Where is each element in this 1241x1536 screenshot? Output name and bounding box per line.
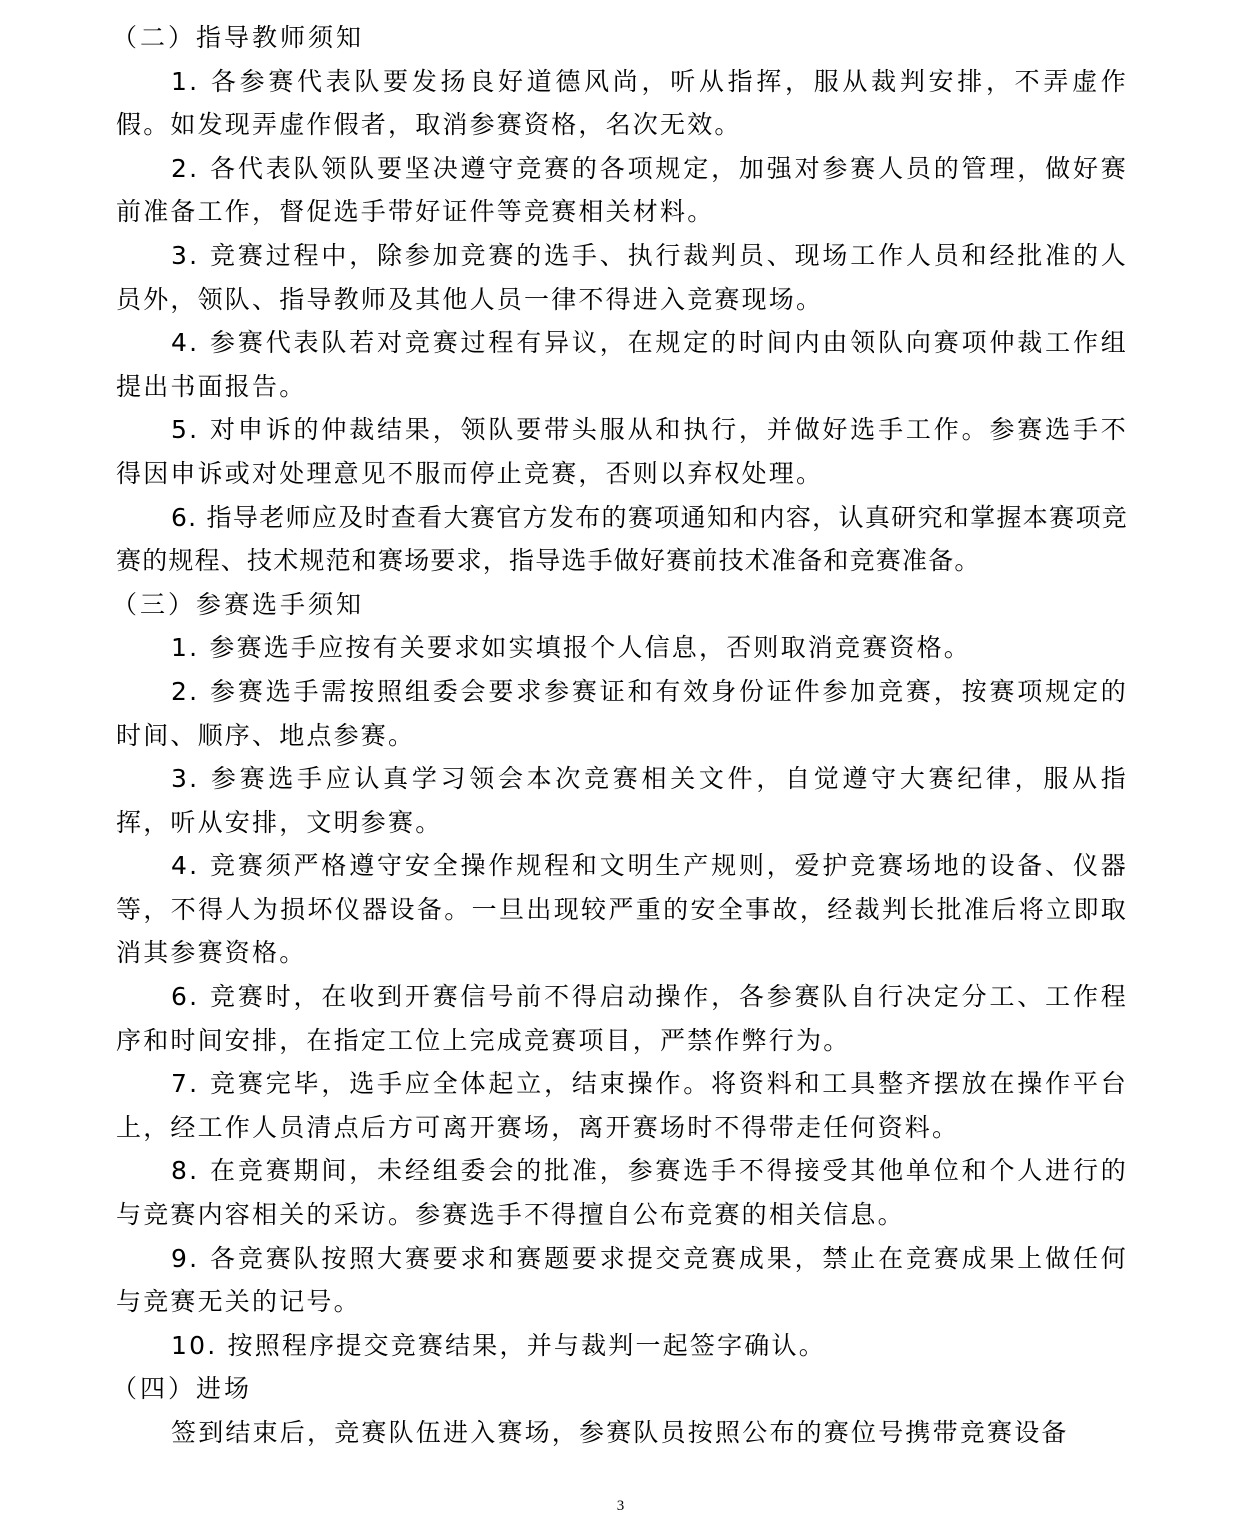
contestant-rule-10: 10. 按照程序提交竞赛结果，并与裁判一起签字确认。 (171, 1330, 826, 1360)
section-heading-contestant-notice: （三）参赛选手须知 (112, 589, 365, 619)
instructor-rule-5: 5. 对申诉的仲裁结果，领队要带头服从和执行，并做好选手工作。参赛选手不得因申诉或对处理意见不服而停止竞赛，否则以弃权处理。 (116, 415, 1128, 488)
page-number: 3 (616, 1498, 625, 1514)
contestant-rule-9: 9. 各竞赛队按照大赛要求和赛题要求提交竞赛成果，禁止在竞赛成果上做任何与竞赛无关的记号。 (116, 1243, 1128, 1317)
contestant-rule-2: 2. 参赛选手需按照组委会要求参赛证和有效身份证件参加竞赛，按赛项规定的时间、顺序、地点参赛。 (116, 676, 1128, 750)
section-heading-entry: （四）进场 (112, 1374, 253, 1404)
document-body (112, 16, 1128, 1455)
contestant-rule-6: 6. 竞赛时，在收到开赛信号前不得启动操作，各参赛队自行决定分工、工作程序和时间安排，在指定工位上完成竞赛项目，严禁作弊行为。 (116, 982, 1128, 1055)
contestant-rule-8: 8. 在竞赛期间，未经组委会的批准，参赛选手不得接受其他单位和个人进行的与竞赛内容相关的采访。参赛选手不得擅自公布竞赛的相关信息。 (116, 1156, 1128, 1230)
instructor-rule-4: 4. 参赛代表队若对竞赛过程有异议，在规定的时间内由领队向赛项仲裁工作组提出书面报告。 (116, 328, 1128, 401)
instructor-rule-3: 3. 竞赛过程中，除参加竞赛的选手、执行裁判员、现场工作人员和经批准的人员外，领队、指导教师及其他人员一律不得进入竞赛现场。 (116, 240, 1128, 314)
section-heading-instructor-notice: （二）指导教师须知 (112, 23, 365, 52)
contestant-rule-3: 3. 参赛选手应认真学习领会本次竞赛相关文件，自觉遵守大赛纪律，服从指挥，听从安排，文明参赛。 (116, 764, 1128, 837)
contestant-rule-7: 7. 竞赛完毕，选手应全体起立，结束操作。将资料和工具整齐摆放在操作平台上，经工作人员清点后方可离开赛场，离开赛场时不得带走任何资料。 (116, 1069, 1128, 1142)
contestant-rule-1: 1. 参赛选手应按有关要求如实填报个人信息，否则取消竞赛资格。 (171, 633, 972, 663)
instructor-rule-6: 6. 指导老师应及时查看大赛官方发布的赛项通知和内容，认真研究和掌握本赛项竞赛的规程、技术规范和赛场要求，指导选手做好赛前技术准备和竞赛准备。 (116, 502, 1128, 576)
contestant-rule-4: 4. 竞赛须严格遵守安全操作规程和文明生产规则，爱护竞赛场地的设备、仪器等，不得人为损坏仪器设备。一旦出现较严重的安全事故，经裁判长批准后将立即取消其参赛资格。 (116, 851, 1128, 968)
entry-paragraph: 签到结束后，竞赛队伍进入赛场，参赛队员按照公布的赛位号携带竞赛设备 (171, 1418, 1069, 1447)
instructor-rule-1: 1. 各参赛代表队要发扬良好道德风尚，听从指挥，服从裁判安排，不弄虚作假。如发现弄虚作假者，取消参赛资格，名次无效。 (116, 66, 1128, 140)
instructor-rule-2: 2. 各代表队领队要坚决遵守竞赛的各项规定，加强对参赛人员的管理，做好赛前准备工作，督促选手带好证件等竞赛相关材料。 (116, 153, 1128, 227)
